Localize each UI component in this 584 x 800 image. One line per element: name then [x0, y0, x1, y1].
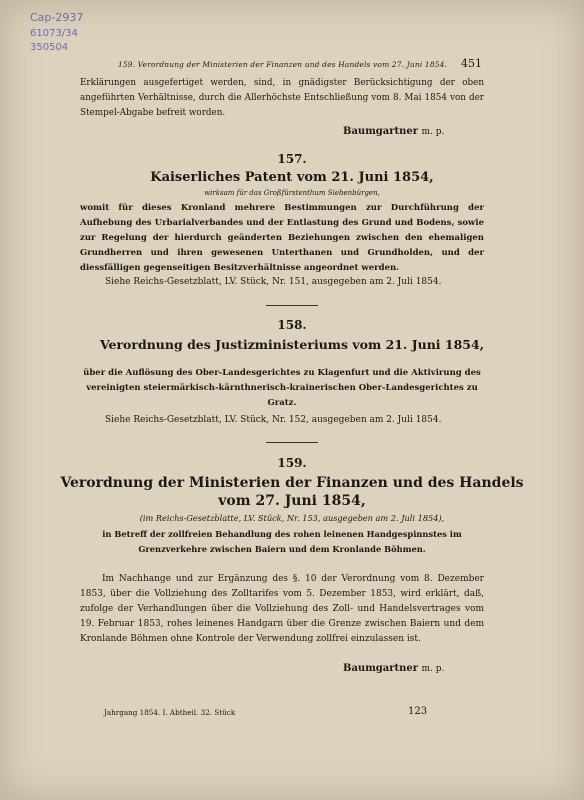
section-text-158: über die Auflösung des Ober-Landesgerichtes zu Klagenfurt und die Aktivirung des vereinigten steiermärkisch-kärnthnerisch-krainerischen Ober-Landesgerichtes zu Gratz. — [83, 368, 481, 408]
footer-volume: Jahrgang 1854. I. Abtheil. 32. Stück — [104, 708, 236, 717]
section-subject-159: in Betreff der zollfreien Behandlung des rohen leinenen Handgespinnstes im Grenzverkehre zwischen Baiern und dem Kronlande Böhmen. — [102, 529, 462, 554]
section-body-159: Im Nachhange und zur Ergänzung des §. 10 der Verordnung vom 8. Dezember 1853, über die Vollziehung des Zolltarifes vom 5. Dezember 1853, wird erklärt, daß, zufolge der Verhandlungen über die Vollziehung des Zoll- und Handelsvertrages vom 19. Februar 1853, rohes leinenes Handgarn über die Grenze zwischen Baiern und dem Kronlande Böhmen ohne Kontrole der Verwendung zollfrei einzulassen ist. — [80, 574, 484, 644]
handwritten-note: Cap-2937 — [30, 11, 84, 24]
section-title-159-line1: Verordnung der Ministerien der Finanzen und des Handels — [60, 475, 524, 491]
footer-sheet-number: 123 — [408, 706, 428, 717]
gazette-reference-158: Siehe Reichs-Gesetzblatt, LV. Stück, Nr. 152, ausgegeben am 2. Juli 1854. — [105, 415, 442, 425]
continuation-text: Erklärungen ausgefertiget werden, sind, in gnädigster Berücksichtigung der oben angeführten Verhältnisse, durch die Allerhöchste Entschließung vom 8. Mai 1854 von der Stempel-Abgabe befreit worden. — [80, 78, 484, 118]
section-title-157: Kaiserliches Patent vom 21. Juni 1854, — [150, 170, 434, 185]
handwritten-note: 350504 — [30, 42, 69, 53]
divider — [266, 305, 318, 306]
gazette-reference-157: Siehe Reichs-Gesetzblatt, LV. Stück, Nr. 151, ausgegeben am 2. Juli 1854. — [105, 277, 442, 287]
page-number: 451 — [461, 57, 482, 70]
signature — [343, 126, 444, 137]
divider — [266, 442, 318, 443]
signature-name: Baumgartner — [343, 663, 419, 674]
running-header: 159. Verordnung der Ministerien der Finanzen und des Handels vom 27. Juni 1854. — [118, 60, 448, 69]
section-number-158: 158. — [277, 318, 307, 332]
signature-suffix: m. p. — [421, 664, 445, 674]
section-subtitle-157: wirksam für das Großfürstenthum Siebenbürgen, — [204, 189, 380, 197]
section-text-157: womit für dieses Kronland mehrere Bestimmungen zur Durchführung der Aufhebung des Urbarialverbandes und der Entlastung des Grund und Bodens, sowie zur Regelung der hierdurch geänderten Beziehungen zwischen den ehemaligen Grundherren und ihren gewesenen Unterthanen und Grundholden, und der diessfälligen gegenseitigen Besitzverhältnisse angeordnet werden. — [80, 203, 484, 273]
section-title-158: Verordnung des Justizministeriums vom 21. Juni 1854, — [99, 337, 485, 352]
signature — [343, 663, 444, 674]
section-number-159: 159. — [277, 456, 307, 470]
section-number-157: 157. — [277, 152, 307, 166]
signature-suffix: m. p. — [421, 127, 445, 137]
handwritten-note: 61073/34 — [30, 28, 78, 39]
section-note-159: (im Reichs-Gesetzblatte, LV. Stück, Nr. 153, ausgegeben am 2. Juli 1854), — [139, 513, 445, 523]
section-title-159-line2: vom 27. Juni 1854, — [218, 493, 366, 509]
signature-name: Baumgartner — [343, 126, 419, 137]
